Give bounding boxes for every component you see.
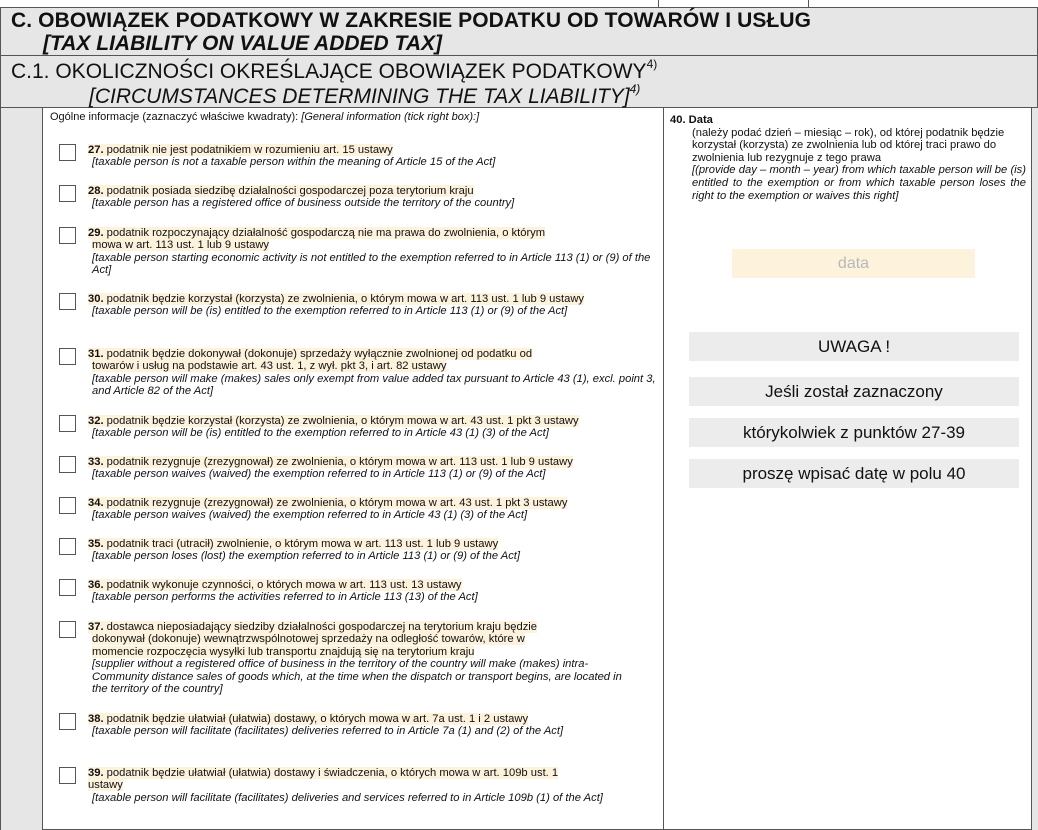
item-text-en: [taxable person will be (is) entitled to the exemption referred to in Article 43 (1) (3) of the Act]	[92, 427, 549, 440]
field-40-desc-en: [(provide day – month – year) from which taxable person will be (is) entitled to the exemption or from which taxable person loses the right to the exemption or waives this right]	[692, 164, 1026, 202]
footnote-marker: 4)	[629, 82, 641, 96]
item-text-en: [taxable person is not a taxable person within the meaning of Article 15 of the Act]	[92, 156, 496, 169]
general-info-pl: Ogólne informacje (zaznaczyć właściwe kwadraty):	[50, 111, 299, 123]
item-text-en: [taxable person performs the activities referred to in Article 113 (13) of the Act]	[92, 591, 478, 604]
section-c1-title-en-text: [CIRCUMSTANCES DETERMINING THE TAX LIABILITY]	[89, 85, 630, 108]
checkbox-panel	[43, 108, 664, 830]
checkbox-28[interactable]	[59, 185, 76, 202]
item-number: 38.	[88, 713, 104, 725]
general-info-en: [General information (tick right box):]	[301, 111, 480, 123]
item-text-pl-cont: mowa w art. 113 ust. 1 lub 9 ustawy	[92, 239, 270, 252]
section-c-title-en: [TAX LIABILITY ON VALUE ADDED TAX]	[43, 32, 442, 55]
item-text-pl: podatnik będzie ułatwiał (ułatwia) dostawy i świadczenia, o których mowa w art. 109b ust. 1	[106, 767, 559, 779]
notice-line: którykolwiek z punktów 27-39	[689, 418, 1019, 447]
field-40	[670, 114, 1026, 202]
date-panel	[664, 108, 1031, 830]
item-text-en: [taxable person loses (lost) the exemption referred to in Article 113 (1) or (9) of the Act]	[92, 550, 521, 563]
item-text-en: [taxable person starting economic activity is not entitled to the exemption referred to in Article 113 (1) or (9) of the Act]	[92, 251, 651, 277]
item-number: 30.	[88, 293, 104, 305]
item-text-en: [taxable person will make (makes) sales only exempt from value added tax pursuant to Article 43 (1), excl. point 3, and Article 82 of the Act]	[92, 372, 656, 398]
item-text-en: [taxable person waives (waived) the exemption referred to in Article 113 (1) or (9) of the Act]	[92, 468, 546, 481]
item-number: 29.	[88, 227, 104, 239]
checkbox-33[interactable]	[59, 456, 76, 473]
checkbox-38[interactable]	[59, 713, 76, 730]
top-divider	[808, 0, 809, 8]
item-number: 36.	[88, 579, 104, 591]
item-text-pl: podatnik rezygnuje (zrezygnował) ze zwolnienia, o którym mowa w art. 43 ust. 1 pkt 3 ustawy	[106, 497, 568, 509]
date-input[interactable]	[732, 249, 975, 278]
section-c1-title-en	[89, 82, 641, 109]
item-number: 39.	[88, 767, 104, 779]
item-text-pl: podatnik będzie dokonywał (dokonuje) sprzedaży wyłącznie zwolnionej od podatku od	[106, 348, 533, 360]
right-margin	[1031, 108, 1038, 830]
top-border	[0, 0, 1038, 8]
section-c1-title	[11, 57, 658, 84]
item-text-pl: podatnik rezygnuje (zrezygnował) ze zwolnienia, o którym mowa w art. 113 ust. 1 lub 9 ustawy	[106, 456, 573, 468]
item-text-en: [taxable person will facilitate (facilitates) deliveries referred to in Article 7a (1) and (2) of the Act]	[92, 725, 564, 738]
item-text-pl: podatnik będzie korzystał (korzysta) ze zwolnienia, o którym mowa w art. 113 ust. 1 lub 9 ustawy	[106, 293, 585, 305]
item-number: 31.	[88, 348, 104, 360]
item-number: 35.	[88, 538, 104, 550]
item-text-en: [taxable person will facilitate (facilitates) deliveries and services referred to in Article 109b (1) of the Act]	[92, 791, 603, 804]
general-info	[50, 111, 479, 123]
notice-line: Jeśli został zaznaczony	[689, 377, 1019, 406]
item-text-pl-cont: towarów i usług na podstawie art. 43 ust. 1, z wył. pkt 3, i art. 82 ustawy	[92, 360, 447, 373]
footnote-marker: 4)	[646, 57, 658, 71]
section-c1-header	[0, 56, 1038, 108]
item-number: 33.	[88, 456, 104, 468]
item-text-pl: podatnik posiada siedzibę działalności gospodarczej poza terytorium kraju	[106, 185, 474, 197]
notice-line: proszę wpisać datę w polu 40	[689, 459, 1019, 488]
item-text-pl: podatnik nie jest podatnikiem w rozumieniu art. 15 ustawy	[106, 144, 393, 156]
item-number: 37.	[88, 621, 104, 633]
item-number: 32.	[88, 415, 104, 427]
left-margin	[0, 108, 43, 830]
checkbox-36[interactable]	[59, 579, 76, 596]
item-text-en: [supplier without a registered office of business in the territory of the country will make (makes) intra-Community distance sales of goods which, at the time when the dispatch or transport begins, are located in the territory of the country]	[92, 658, 622, 696]
checkbox-30[interactable]	[59, 293, 76, 310]
field-40-desc: (należy podać dzień – miesiąc – rok), od której podatnik będzie korzystał (korzysta) ze zwolnienia lub od której traci prawo do zwolnienia lub rezygnuje z tego prawa	[692, 126, 1005, 164]
checkbox-32[interactable]	[59, 415, 76, 432]
item-text-en: [taxable person waives (waived) the exemption referred to in Article 43 (1) (3) of the Act]	[92, 509, 528, 522]
item-text-en: [taxable person has a registered office of business outside the territory of the country]	[92, 197, 515, 210]
item-text-pl: dostawca nieposiadający siedziby działalności gospodarczej na terytorium kraju będzie	[106, 621, 538, 633]
item-number: 27.	[88, 144, 104, 156]
field-40-label: 40. Data	[670, 114, 713, 126]
checkbox-37[interactable]	[59, 621, 76, 638]
checkbox-29[interactable]	[59, 227, 76, 244]
section-c-header	[0, 8, 1038, 56]
item-text-pl: podatnik będzie korzystał (korzysta) ze zwolnienia, o którym mowa w art. 43 ust. 1 pkt 3 ustawy	[106, 415, 579, 427]
item-text-pl: podatnik będzie ułatwiał (ułatwia) dostawy, o których mowa w art. 7a ust. 1 i 2 ustawy	[106, 713, 529, 725]
checkbox-35[interactable]	[59, 538, 76, 555]
checkbox-27[interactable]	[59, 144, 76, 161]
checkbox-34[interactable]	[59, 497, 76, 514]
notice-line: UWAGA !	[689, 332, 1019, 361]
section-c-title: C. OBOWIĄZEK PODATKOWY W ZAKRESIE PODATKU OD TOWARÓW I USŁUG	[11, 9, 812, 32]
section-c1-title-text: C.1. OKOLICZNOŚCI OKREŚLAJĄCE OBOWIĄZEK PODATKOWY	[11, 60, 647, 83]
item-text-pl-cont: ustawy	[88, 779, 123, 792]
checkbox-31[interactable]	[59, 348, 76, 365]
item-text-pl: podatnik wykonuje czynności, o których mowa w art. 113 ust. 13 ustawy	[106, 579, 462, 591]
checkbox-39[interactable]	[59, 767, 76, 784]
item-number: 28.	[88, 185, 104, 197]
item-text-pl: podatnik traci (utracił) zwolnienie, o którym mowa w art. 113 ust. 1 lub 9 ustawy	[106, 538, 499, 550]
item-text-pl: podatnik rozpoczynający działalność gospodarczą nie ma prawa do zwolnienia, o którym	[106, 227, 546, 239]
item-text-pl-cont: dokonywał (dokonuje) wewnątrzwspólnotowej sprzedaży na odległość towarów, które w momencie rozpoczęcia wysyłki lub transportu znajdują się na terytorium kraju	[92, 633, 525, 658]
item-number: 34.	[88, 497, 104, 509]
top-divider	[658, 0, 659, 8]
item-text-en: [taxable person will be (is) entitled to the exemption referred to in Article 113 (1) or (9) of the Act]	[92, 305, 568, 318]
